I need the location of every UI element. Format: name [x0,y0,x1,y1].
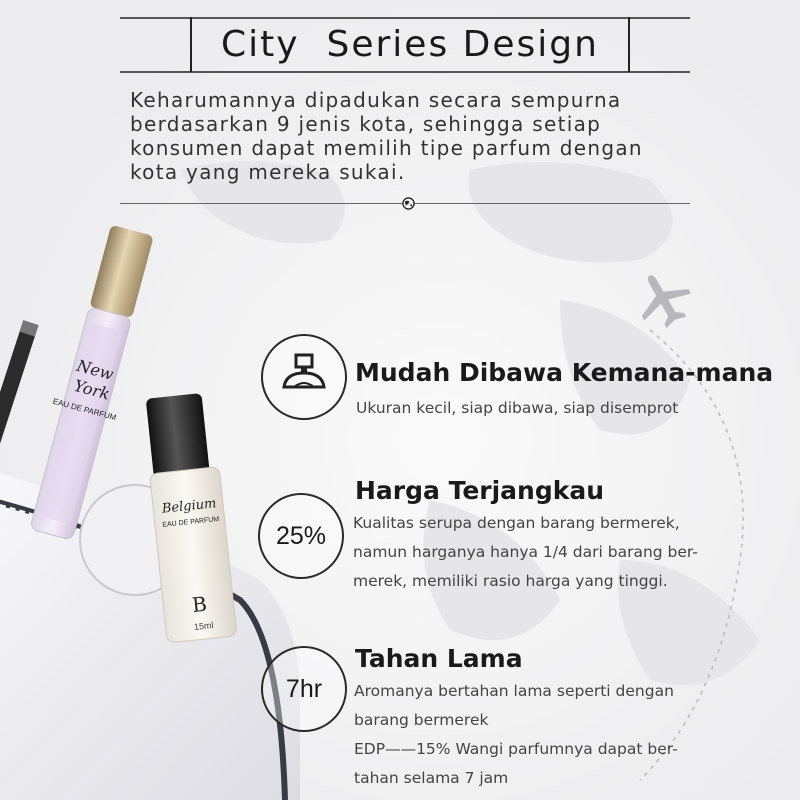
feature-1-desc [356,394,678,423]
intro-line: kota yang mereka sukai. [130,160,406,184]
bottle2-label-line4: 15ml [193,620,214,633]
bottle2-label-line3: B [190,591,209,618]
bottle1-label-line1: New [74,355,116,384]
feature-1-badge [261,334,347,420]
feature-2-title: Harga Terjangkau [355,476,605,505]
feature-3-desc-line: EDP——15% Wangi parfumnya dapat ber- [354,740,678,758]
perfume-bottle-icon [276,349,332,405]
bottle2-label-line1: Belgium [161,496,218,517]
feature-2-desc-line: namun harganya hanya 1/4 dari barang ber- [353,543,698,561]
airplane-icon [632,268,694,330]
feature-2-badge [258,493,344,579]
feature-2-badge-text: 25% [275,521,327,550]
bottle1-label-line3: EAU DE PARFUM [51,396,118,423]
feature-3-desc [354,677,678,793]
feature-1-title: Mudah Dibawa Kemana-mana [355,358,774,387]
feature-2-desc-line: merek, memiliki rasio harga yang tinggi. [353,572,668,590]
globe-icon [402,197,415,210]
feature-2-desc-line: Kualitas serupa dengan barang bermerek, [353,514,680,532]
bottle2-label-line2: EAU DE PARFUM [162,515,220,529]
feature-3-desc-line: Aromanya bertahan lama seperti dengan [354,682,674,700]
feature-3-desc-line: tahan selama 7 jam [354,769,509,787]
intro-line: Keharumannya dipadukan secara sempurna [130,88,622,112]
page-title: City Series Design [221,24,599,65]
feature-1-desc-line: Ukuran kecil, siap dibawa, siap disemprot [356,399,679,417]
feature-2-desc [353,509,698,596]
intro-line: berdasarkan 9 jenis kota, sehingga setiap [130,112,602,136]
intro-line: konsumen dapat memilih tipe parfum dengan [130,136,643,160]
bottle1-label-line2: York [72,375,112,404]
feature-3-desc-line: barang bermerek [354,711,489,729]
feature-3-badge-text: 7hr [285,674,323,703]
title-frame [190,17,630,72]
feature-3-badge [261,646,347,732]
feature-3-title: Tahan Lama [355,644,523,673]
intro-paragraph [130,88,730,184]
perfume-bottle-belgium [128,390,238,660]
